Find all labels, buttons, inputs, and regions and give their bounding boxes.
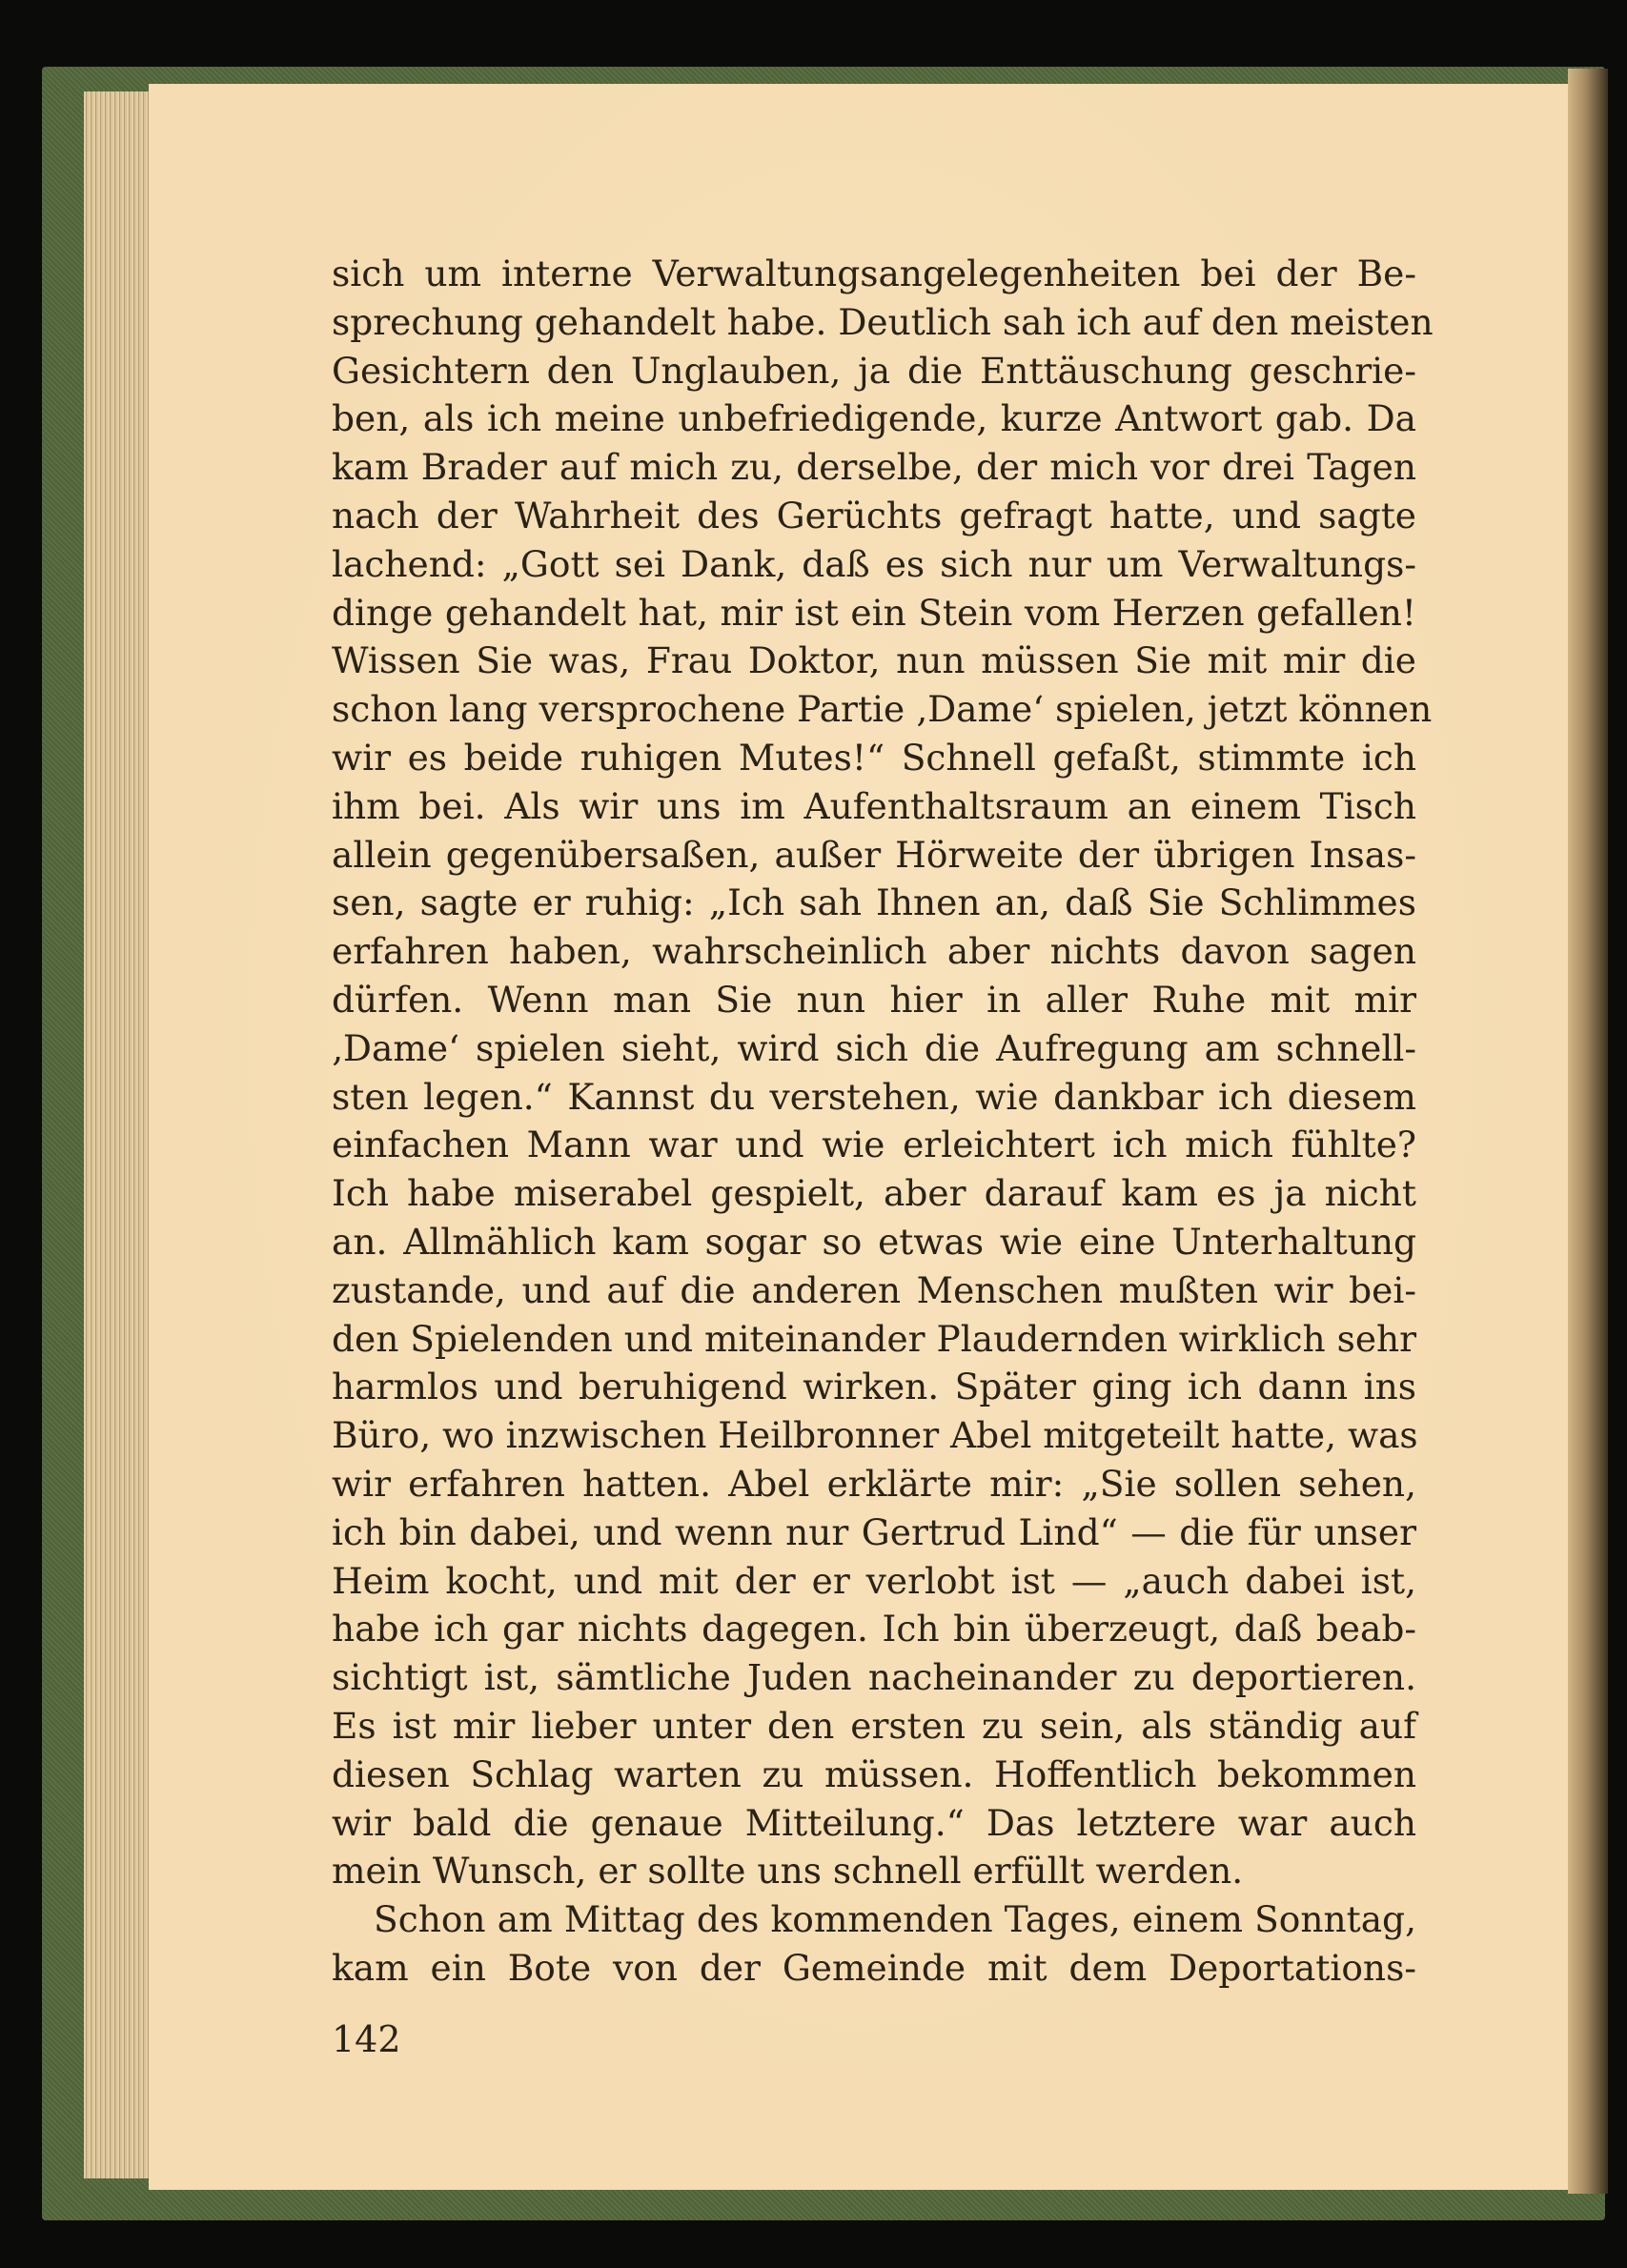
text-line: zustande, und auf die anderen Menschen mußten wir bei-	[332, 1268, 1416, 1311]
text-line: ‚Dame‘ spielen sieht, wird sich die Aufregung am schnell-	[332, 1026, 1416, 1069]
text-line: kam ein Bote von der Gemeinde mit dem Deportations-	[332, 1946, 1416, 1989]
text-line: diesen Schlag warten zu müssen. Hoffentlich bekommen	[332, 1752, 1416, 1795]
text-line: Gesichtern den Unglauben, ja die Enttäuschung geschrie-	[332, 349, 1416, 392]
text-line: wir bald die genaue Mitteilung.“ Das letztere war auch	[332, 1801, 1416, 1844]
text-line: mein Wunsch, er sollte uns schnell erfüllt werden.	[332, 1850, 1244, 1893]
text-line: Ich habe miserabel gespielt, aber darauf kam es ja nicht	[332, 1172, 1416, 1215]
text-line: Wissen Sie was, Frau Doktor, nun müssen Sie mit mir die	[332, 639, 1416, 682]
text-line: sichtigt ist, sämtliche Juden nacheinander zu deportieren.	[332, 1656, 1416, 1699]
text-line: einfachen Mann war und wie erleichtert ich mich fühlte?	[332, 1124, 1416, 1166]
book-gutter	[1568, 69, 1608, 2194]
text-line: schon lang versprochene Partie ‚Dame‘ spielen, jetzt können	[332, 688, 1433, 731]
text-line: Schon am Mittag des kommenden Tages, einem Sonntag,	[374, 1898, 1416, 1941]
body-text	[332, 250, 1434, 1993]
text-line: ben, als ich meine unbefriedigende, kurze Antwort gab. Da	[332, 397, 1416, 440]
text-line: an. Allmählich kam sogar so etwas wie eine Unterhaltung	[332, 1220, 1416, 1263]
text-line: ihm bei. Als wir uns im Aufenthaltsraum an einem Tisch	[332, 784, 1416, 827]
text-line: wir es beide ruhigen Mutes!“ Schnell gefaßt, stimmte ich	[332, 736, 1416, 779]
text-line: Büro, wo inzwischen Heilbronner Abel mitgeteilt hatte, was	[332, 1414, 1418, 1457]
text-line: sten legen.“ Kannst du verstehen, wie dankbar ich diesem	[332, 1075, 1416, 1118]
text-line: kam Brader auf mich zu, derselbe, der mich vor drei Tagen	[332, 446, 1416, 489]
text-line: ich bin dabei, und wenn nur Gertrud Lind“ — die für unser	[332, 1510, 1416, 1553]
text-line: sich um interne Verwaltungsangelegenheiten bei der Be-	[332, 253, 1416, 294]
text-line: wir erfahren hatten. Abel erklärte mir: „Sie sollen sehen,	[332, 1462, 1416, 1505]
page-number: 142	[332, 2018, 401, 2060]
text-line: dinge gehandelt hat, mir ist ein Stein vom Herzen gefallen!	[332, 591, 1416, 634]
text-line: Heim kocht, und mit der er verlobt ist — „auch dabei ist,	[332, 1559, 1416, 1602]
text-line: den Spielenden und miteinander Plaudernden wirklich sehr	[332, 1317, 1417, 1360]
text-line: lachend: „Gott sei Dank, daß es sich nur um Verwaltungs-	[332, 542, 1416, 585]
text-line: dürfen. Wenn man Sie nun hier in aller Ruhe mit mir	[332, 978, 1416, 1021]
text-line: harmlos und beruhigend wirken. Später ging ich dann ins	[332, 1366, 1416, 1408]
text-line: sen, sagte er ruhig: „Ich sah Ihnen an, daß Sie Schlimmes	[332, 881, 1416, 924]
text-line: erfahren haben, wahrscheinlich aber nichts davon sagen	[332, 930, 1416, 973]
text-line: nach der Wahrheit des Gerüchts gefragt hatte, und sagte	[332, 494, 1416, 537]
text-line: sprechung gehandelt habe. Deutlich sah ich auf den meisten	[332, 300, 1434, 343]
text-line: habe ich gar nichts dagegen. Ich bin überzeugt, daß beab-	[332, 1608, 1416, 1650]
text-line: allein gegenübersaßen, außer Hörweite der übrigen Insas-	[332, 833, 1416, 876]
text-line: Es ist mir lieber unter den ersten zu sein, als ständig auf	[332, 1704, 1416, 1747]
